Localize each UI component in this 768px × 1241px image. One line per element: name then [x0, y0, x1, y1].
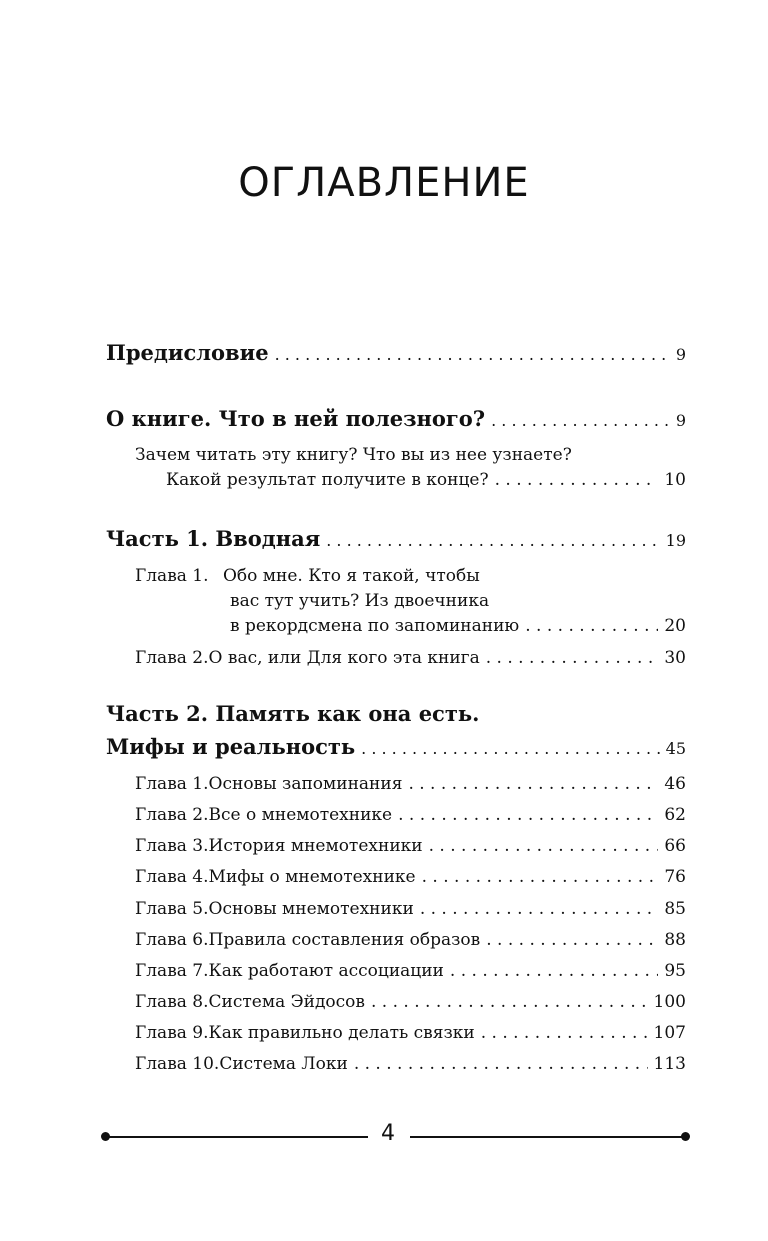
toc-entry-page: 9 — [675, 345, 686, 364]
toc-entry-title: Какой результат получите в конце? — [166, 470, 489, 490]
toc-chapter-label: Глава 10. — [135, 1054, 220, 1074]
toc-entry-title: Мифы о мнемотехнике — [208, 867, 416, 887]
toc-entry-p1c1[interactable] — [230, 616, 686, 636]
toc-entry-page: 66 — [664, 836, 686, 856]
toc-chapter-row[interactable] — [135, 899, 686, 919]
toc-entry-page: 46 — [664, 774, 686, 794]
dot-leader — [398, 805, 658, 825]
toc-chapter-row[interactable] — [135, 1023, 686, 1043]
dot-leader — [361, 739, 659, 758]
toc-entry-title: Мифы и реальность — [106, 734, 356, 759]
toc-entry-part2[interactable] — [106, 734, 686, 759]
toc-entry-preface[interactable] — [106, 340, 686, 365]
page-title: ОГЛАВЛЕНИЕ — [238, 160, 530, 206]
dot-leader — [495, 470, 659, 490]
footer-rule-left — [106, 1136, 368, 1138]
toc-entry-title: Предисловие — [106, 340, 269, 365]
toc-entry-title: Все о мнемотехнике — [208, 805, 393, 825]
toc-entry-page: 107 — [653, 1023, 686, 1043]
toc-entry-title: Система Эйдосов — [208, 992, 365, 1012]
dot-leader — [326, 531, 659, 550]
toc-entry-about[interactable] — [106, 406, 686, 431]
footer-rule-right — [410, 1136, 686, 1138]
dot-leader — [525, 616, 658, 636]
toc-chapter-row[interactable] — [135, 992, 686, 1012]
toc-chapter-row[interactable] — [135, 774, 686, 794]
toc-entry-title: Как правильно делать связки — [208, 1023, 475, 1043]
toc-chapter-row[interactable] — [135, 867, 686, 887]
dot-leader — [371, 992, 648, 1012]
toc-entry-title: Основы запоминания — [208, 774, 403, 794]
toc-entry-page: 10 — [664, 470, 686, 490]
toc-entry-why-line1: Зачем читать эту книгу? Что вы из нее узнаете? — [135, 445, 572, 465]
toc-chapter-label: Глава 6. — [135, 930, 209, 950]
toc-entry-why[interactable] — [166, 470, 686, 490]
toc-chapter-line: вас тут учить? Из двоечника — [230, 591, 490, 611]
toc-entry-page: 85 — [664, 899, 686, 919]
toc-entry-page: 113 — [653, 1054, 686, 1074]
dot-leader — [491, 411, 670, 430]
toc-chapter-row[interactable] — [135, 961, 686, 981]
dot-leader — [486, 648, 659, 668]
toc-entry-page: 62 — [664, 805, 686, 825]
toc-chapter-label: Глава 2. — [135, 805, 209, 825]
toc-entry-title: О книге. Что в ней полезного? — [106, 406, 486, 431]
toc-entry-part1[interactable] — [106, 526, 686, 551]
toc-chapter-row[interactable] — [135, 1054, 686, 1074]
toc-entry-title: Как работают ассоциации — [208, 961, 444, 981]
dot-leader — [486, 930, 658, 950]
toc-entry-page: 20 — [664, 616, 686, 636]
toc-chapter-label: Глава 2. — [135, 648, 209, 668]
toc-entry-page: 100 — [653, 992, 686, 1012]
page-number: 4 — [381, 1121, 395, 1146]
toc-entry-page: 88 — [664, 930, 686, 950]
toc-entry-title: в рекордсмена по запоминанию — [230, 616, 520, 636]
footer-dot-right — [681, 1132, 690, 1141]
toc-entry-title: Часть 1. Вводная — [106, 526, 321, 551]
toc-chapter-label: Глава 1. — [135, 566, 209, 586]
toc-chapter-label: Глава 3. — [135, 836, 209, 856]
toc-entry-part2-line1: Часть 2. Память как она есть. — [106, 701, 480, 726]
dot-leader — [420, 899, 659, 919]
toc-entry-title: О вас, или Для кого эта книга — [208, 648, 480, 668]
toc-entry-page: 76 — [664, 867, 686, 887]
dot-leader — [429, 836, 659, 856]
toc-chapter-row[interactable] — [135, 805, 686, 825]
toc-chapter-row[interactable] — [135, 930, 686, 950]
toc-entry-page: 9 — [675, 411, 686, 430]
toc-chapter-label: Глава 4. — [135, 867, 209, 887]
dot-leader — [481, 1023, 648, 1043]
dot-leader — [408, 774, 658, 794]
toc-entry-page: 19 — [665, 531, 686, 550]
dot-leader — [354, 1054, 648, 1074]
toc-entry-page: 95 — [664, 961, 686, 981]
toc-entry-page: 45 — [665, 739, 686, 758]
toc-chapter-row[interactable] — [135, 836, 686, 856]
toc-chapter-label: Глава 9. — [135, 1023, 209, 1043]
toc-chapter-label: Глава 5. — [135, 899, 209, 919]
toc-entry-p1c2[interactable] — [135, 648, 686, 668]
toc-chapter-label: Глава 1. — [135, 774, 209, 794]
dot-leader — [275, 345, 670, 364]
dot-leader — [422, 867, 659, 887]
toc-chapter-line: Обо мне. Кто я такой, чтобы — [223, 566, 480, 586]
toc-entry-page: 30 — [664, 648, 686, 668]
toc-entry-title: Правила составления образов — [208, 930, 481, 950]
dot-leader — [450, 961, 658, 981]
toc-chapter-label: Глава 8. — [135, 992, 209, 1012]
toc-chapter-label: Глава 7. — [135, 961, 209, 981]
toc-entry-title: Основы мнемотехники — [208, 899, 414, 919]
toc-entry-title: История мнемотехники — [208, 836, 423, 856]
toc-entry-title: Система Локи — [219, 1054, 348, 1074]
